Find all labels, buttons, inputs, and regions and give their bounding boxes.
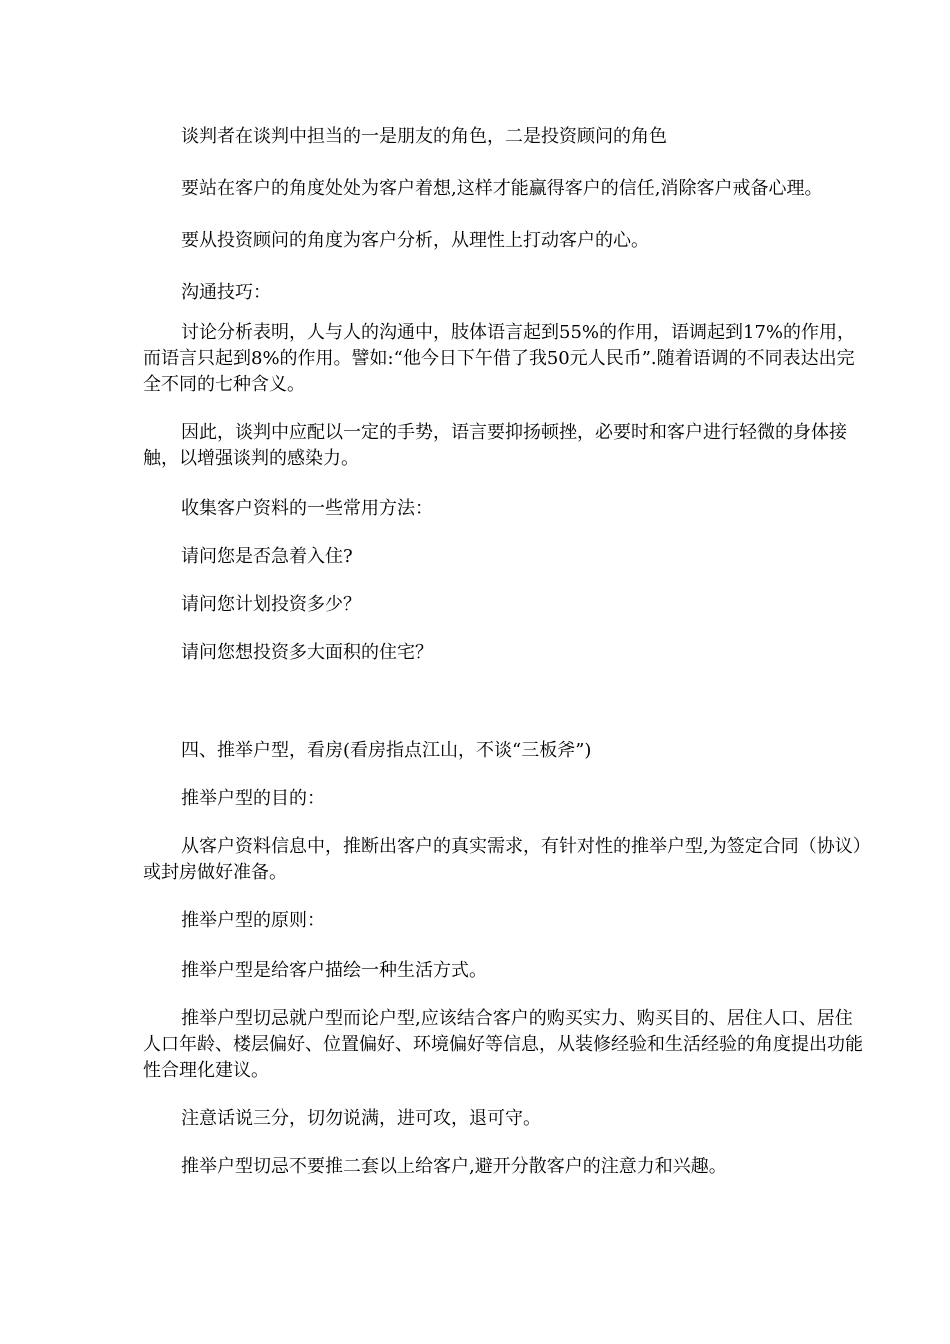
paragraph-speak-moderately: 注意话说三分，切勿说满，进可攻，退可守。 [181,1108,541,1129]
paragraph-collect-info-heading: 收集客户资料的一些常用方法： [181,498,433,519]
paragraph-recommend-considerations: 推举户型切忌就户型而论户型,应该结合客户的购买实力、购买目的、居住人口、居住人口年龄、楼层偏好、位置偏好、环境偏好等信息，从装修经验和生活经验的角度提出功能性合理化建议。 [143,1008,863,1081]
paragraph-limit-options: 推举户型切忌不要推二套以上给客户,避开分散客户的注意力和兴趣。 [181,1156,727,1177]
paragraph-purpose-heading: 推举户型的目的： [181,788,325,809]
paragraph-investment-advisor: 要从投资顾问的角度为客户分析，从理性上打动客户的心。 [181,230,649,251]
question-area: 请问您想投资多大面积的住宅？ [181,642,433,663]
question-budget: 请问您计划投资多少？ [181,594,361,615]
paragraph-role-of-negotiator: 谈判者在谈判中担当的一是朋友的角色，二是投资顾问的角色 [181,126,667,147]
paragraph-customer-perspective: 要站在客户的角度处处为客户着想,这样才能赢得客户的信任,消除客户戒备心理。 [181,178,823,199]
section-heading-recommend-unit: 四、推举户型，看房(看房指点江山，不谈“三板斧”) [181,740,592,761]
paragraph-principles-heading: 推举户型的原则： [181,910,325,931]
paragraph-communication-skills-heading: 沟通技巧： [181,282,271,303]
paragraph-purpose-body: 从客户资料信息中，推断出客户的真实需求，有针对性的推举户型,为签定合同（协议）或封房做好准备。 [143,836,862,883]
paragraph-lifestyle: 推举户型是给客户描绘一种生活方式。 [181,960,487,981]
paragraph-gestures: 因此，谈判中应配以一定的手势，语言要抑扬顿挫，必要时和客户进行轻微的身体接触，以增强谈判的感染力。 [143,422,847,469]
question-move-in: 请问您是否急着入住? [181,546,353,567]
paragraph-body-language-study: 讨论分析表明，人与人的沟通中，肢体语言起到55%的作用，语调起到17%的作用，而语言只起到8%的作用。譬如:“他今日下午借了我50元人民币”.随着语调的不同表达出完全不同的七种含义。 [143,322,856,395]
